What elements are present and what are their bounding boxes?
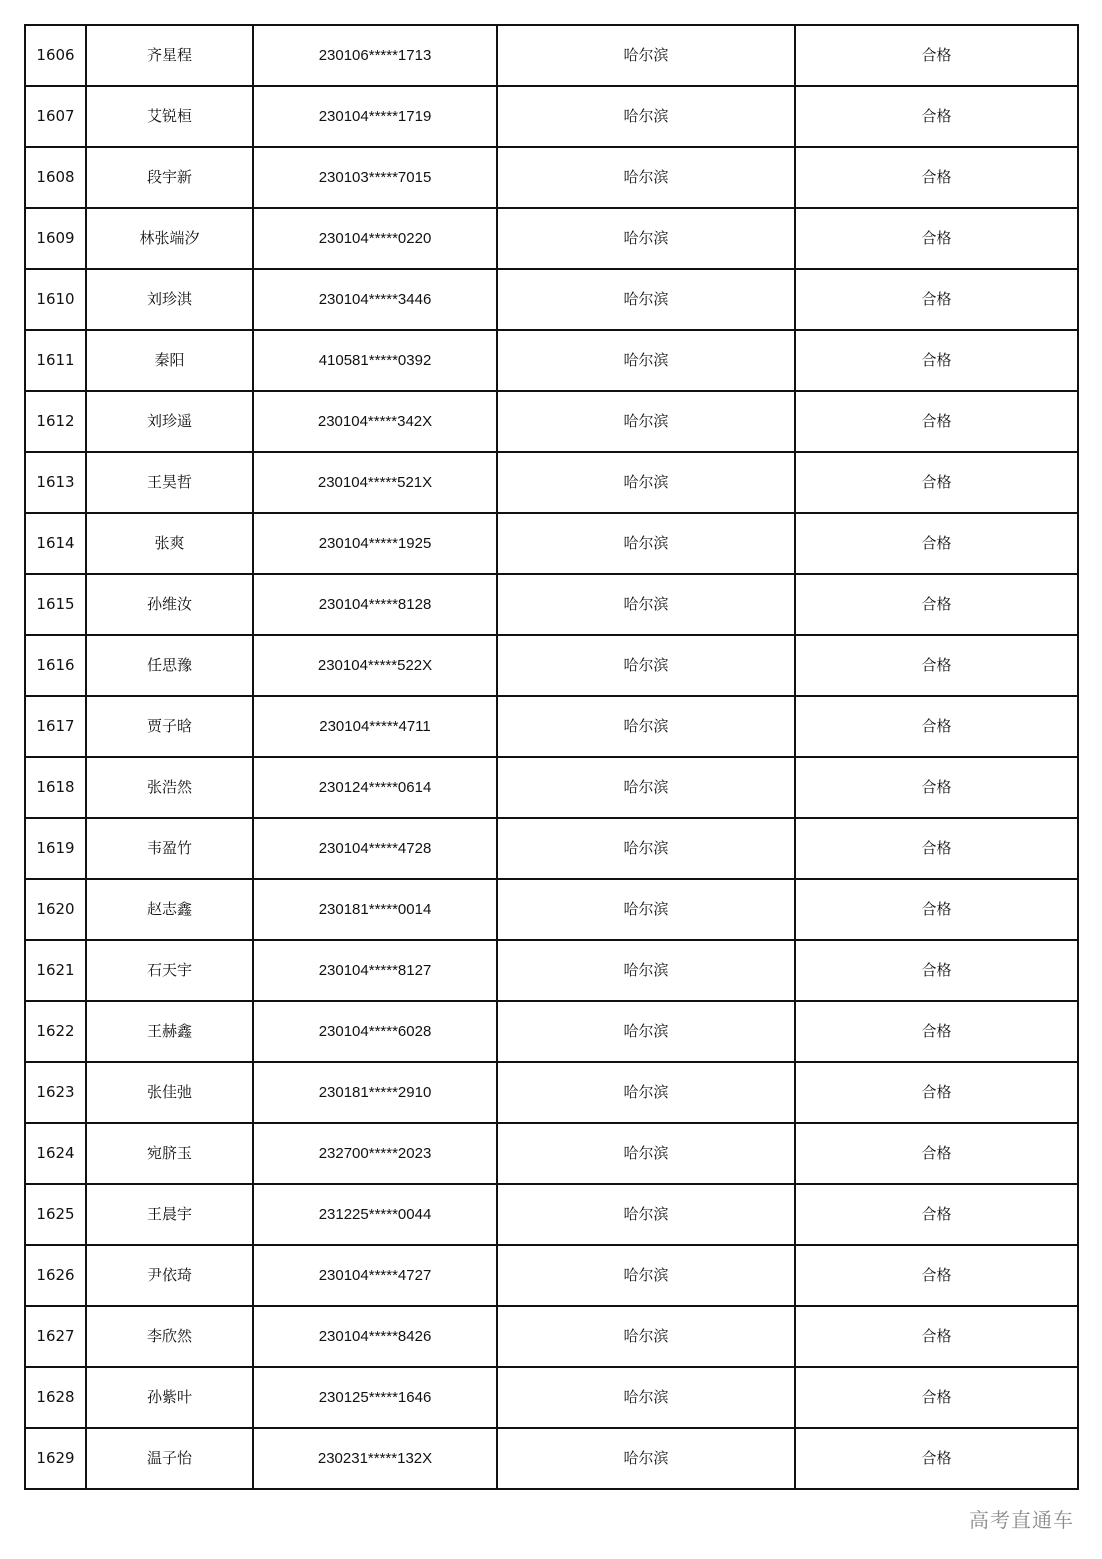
cell-result: 合格: [795, 25, 1078, 86]
cell-id-number: 230181*****0014: [253, 879, 497, 940]
cell-id-number: 230104*****8128: [253, 574, 497, 635]
table-row: [25, 269, 1078, 330]
cell-city: 哈尔滨: [497, 635, 795, 696]
cell-city: 哈尔滨: [497, 330, 795, 391]
cell-name: 段宇新: [86, 147, 253, 208]
cell-city: 哈尔滨: [497, 1123, 795, 1184]
cell-serial-number: 1613: [25, 452, 86, 513]
cell-result: 合格: [795, 208, 1078, 269]
cell-result: 合格: [795, 330, 1078, 391]
cell-name: 李欣然: [86, 1306, 253, 1367]
table-row: [25, 208, 1078, 269]
table-row: [25, 1062, 1078, 1123]
cell-name: 王昊哲: [86, 452, 253, 513]
table-row: [25, 86, 1078, 147]
cell-id-number: 230104*****1719: [253, 86, 497, 147]
cell-result: 合格: [795, 1062, 1078, 1123]
cell-serial-number: 1629: [25, 1428, 86, 1489]
cell-name: 张浩然: [86, 757, 253, 818]
cell-result: 合格: [795, 1367, 1078, 1428]
cell-result: 合格: [795, 1306, 1078, 1367]
cell-serial-number: 1621: [25, 940, 86, 1001]
cell-city: 哈尔滨: [497, 452, 795, 513]
table-row: [25, 1245, 1078, 1306]
cell-city: 哈尔滨: [497, 1428, 795, 1489]
roster-table: [24, 24, 1079, 1490]
cell-name: 张爽: [86, 513, 253, 574]
cell-name: 温子怡: [86, 1428, 253, 1489]
cell-result: 合格: [795, 86, 1078, 147]
cell-id-number: 230231*****132X: [253, 1428, 497, 1489]
cell-result: 合格: [795, 1428, 1078, 1489]
cell-result: 合格: [795, 574, 1078, 635]
cell-city: 哈尔滨: [497, 1001, 795, 1062]
cell-name: 刘珍遥: [86, 391, 253, 452]
cell-city: 哈尔滨: [497, 940, 795, 1001]
cell-result: 合格: [795, 757, 1078, 818]
cell-result: 合格: [795, 269, 1078, 330]
cell-city: 哈尔滨: [497, 1184, 795, 1245]
cell-id-number: 230103*****7015: [253, 147, 497, 208]
table-row: [25, 147, 1078, 208]
cell-city: 哈尔滨: [497, 513, 795, 574]
cell-name: 王赫鑫: [86, 1001, 253, 1062]
cell-city: 哈尔滨: [497, 208, 795, 269]
cell-serial-number: 1623: [25, 1062, 86, 1123]
cell-result: 合格: [795, 696, 1078, 757]
table-row: [25, 391, 1078, 452]
cell-id-number: 230104*****3446: [253, 269, 497, 330]
cell-id-number: 230104*****8426: [253, 1306, 497, 1367]
cell-name: 尹依琦: [86, 1245, 253, 1306]
cell-id-number: 232700*****2023: [253, 1123, 497, 1184]
table-row: [25, 1001, 1078, 1062]
cell-city: 哈尔滨: [497, 818, 795, 879]
cell-city: 哈尔滨: [497, 1306, 795, 1367]
cell-name: 韦盈竹: [86, 818, 253, 879]
cell-city: 哈尔滨: [497, 147, 795, 208]
cell-city: 哈尔滨: [497, 879, 795, 940]
cell-name: 艾锐桓: [86, 86, 253, 147]
table-row: [25, 1184, 1078, 1245]
cell-result: 合格: [795, 1184, 1078, 1245]
cell-id-number: 230104*****4711: [253, 696, 497, 757]
cell-name: 任思豫: [86, 635, 253, 696]
cell-id-number: 230106*****1713: [253, 25, 497, 86]
cell-serial-number: 1626: [25, 1245, 86, 1306]
cell-name: 孙紫叶: [86, 1367, 253, 1428]
cell-name: 孙维汝: [86, 574, 253, 635]
cell-serial-number: 1615: [25, 574, 86, 635]
watermark-text: 高考直通车: [969, 1508, 1074, 1532]
cell-name: 石天宇: [86, 940, 253, 1001]
cell-id-number: 230104*****4728: [253, 818, 497, 879]
table-row: [25, 1367, 1078, 1428]
cell-id-number: 230124*****0614: [253, 757, 497, 818]
cell-id-number: 230104*****0220: [253, 208, 497, 269]
cell-serial-number: 1617: [25, 696, 86, 757]
table-row: [25, 330, 1078, 391]
cell-result: 合格: [795, 1245, 1078, 1306]
cell-serial-number: 1627: [25, 1306, 86, 1367]
cell-serial-number: 1624: [25, 1123, 86, 1184]
cell-city: 哈尔滨: [497, 574, 795, 635]
cell-result: 合格: [795, 147, 1078, 208]
cell-serial-number: 1618: [25, 757, 86, 818]
cell-result: 合格: [795, 635, 1078, 696]
cell-id-number: 230104*****521X: [253, 452, 497, 513]
table-row: [25, 452, 1078, 513]
table-row: [25, 1306, 1078, 1367]
cell-result: 合格: [795, 513, 1078, 574]
cell-city: 哈尔滨: [497, 25, 795, 86]
cell-result: 合格: [795, 818, 1078, 879]
cell-result: 合格: [795, 1001, 1078, 1062]
cell-serial-number: 1609: [25, 208, 86, 269]
cell-serial-number: 1610: [25, 269, 86, 330]
cell-serial-number: 1614: [25, 513, 86, 574]
cell-city: 哈尔滨: [497, 1062, 795, 1123]
table-row: [25, 818, 1078, 879]
cell-city: 哈尔滨: [497, 757, 795, 818]
cell-serial-number: 1619: [25, 818, 86, 879]
cell-name: 刘珍淇: [86, 269, 253, 330]
cell-name: 宛脐玉: [86, 1123, 253, 1184]
cell-serial-number: 1616: [25, 635, 86, 696]
table-row: [25, 513, 1078, 574]
cell-serial-number: 1611: [25, 330, 86, 391]
cell-serial-number: 1620: [25, 879, 86, 940]
cell-name: 林张端汐: [86, 208, 253, 269]
cell-name: 齐星程: [86, 25, 253, 86]
cell-serial-number: 1608: [25, 147, 86, 208]
cell-name: 张佳弛: [86, 1062, 253, 1123]
cell-id-number: 230181*****2910: [253, 1062, 497, 1123]
cell-id-number: 230104*****4727: [253, 1245, 497, 1306]
table-row: [25, 1428, 1078, 1489]
cell-id-number: 231225*****0044: [253, 1184, 497, 1245]
cell-id-number: 230104*****522X: [253, 635, 497, 696]
table-row: [25, 574, 1078, 635]
cell-name: 赵志鑫: [86, 879, 253, 940]
cell-city: 哈尔滨: [497, 696, 795, 757]
cell-serial-number: 1625: [25, 1184, 86, 1245]
cell-result: 合格: [795, 879, 1078, 940]
cell-name: 王晨宇: [86, 1184, 253, 1245]
cell-id-number: 230104*****342X: [253, 391, 497, 452]
cell-name: 贾子晗: [86, 696, 253, 757]
cell-serial-number: 1612: [25, 391, 86, 452]
cell-result: 合格: [795, 940, 1078, 1001]
cell-result: 合格: [795, 452, 1078, 513]
cell-city: 哈尔滨: [497, 1367, 795, 1428]
cell-name: 秦阳: [86, 330, 253, 391]
cell-serial-number: 1628: [25, 1367, 86, 1428]
roster-sheet: [24, 24, 1077, 1490]
roster-table-body: [25, 25, 1078, 1489]
table-row: [25, 1123, 1078, 1184]
cell-serial-number: 1606: [25, 25, 86, 86]
cell-city: 哈尔滨: [497, 1245, 795, 1306]
cell-id-number: 230104*****8127: [253, 940, 497, 1001]
cell-result: 合格: [795, 1123, 1078, 1184]
table-row: [25, 879, 1078, 940]
cell-id-number: 410581*****0392: [253, 330, 497, 391]
cell-city: 哈尔滨: [497, 269, 795, 330]
cell-city: 哈尔滨: [497, 86, 795, 147]
cell-id-number: 230125*****1646: [253, 1367, 497, 1428]
table-row: [25, 757, 1078, 818]
cell-city: 哈尔滨: [497, 391, 795, 452]
table-row: [25, 635, 1078, 696]
cell-id-number: 230104*****6028: [253, 1001, 497, 1062]
cell-serial-number: 1622: [25, 1001, 86, 1062]
cell-id-number: 230104*****1925: [253, 513, 497, 574]
cell-result: 合格: [795, 391, 1078, 452]
table-row: [25, 25, 1078, 86]
cell-serial-number: 1607: [25, 86, 86, 147]
table-row: [25, 696, 1078, 757]
table-row: [25, 940, 1078, 1001]
